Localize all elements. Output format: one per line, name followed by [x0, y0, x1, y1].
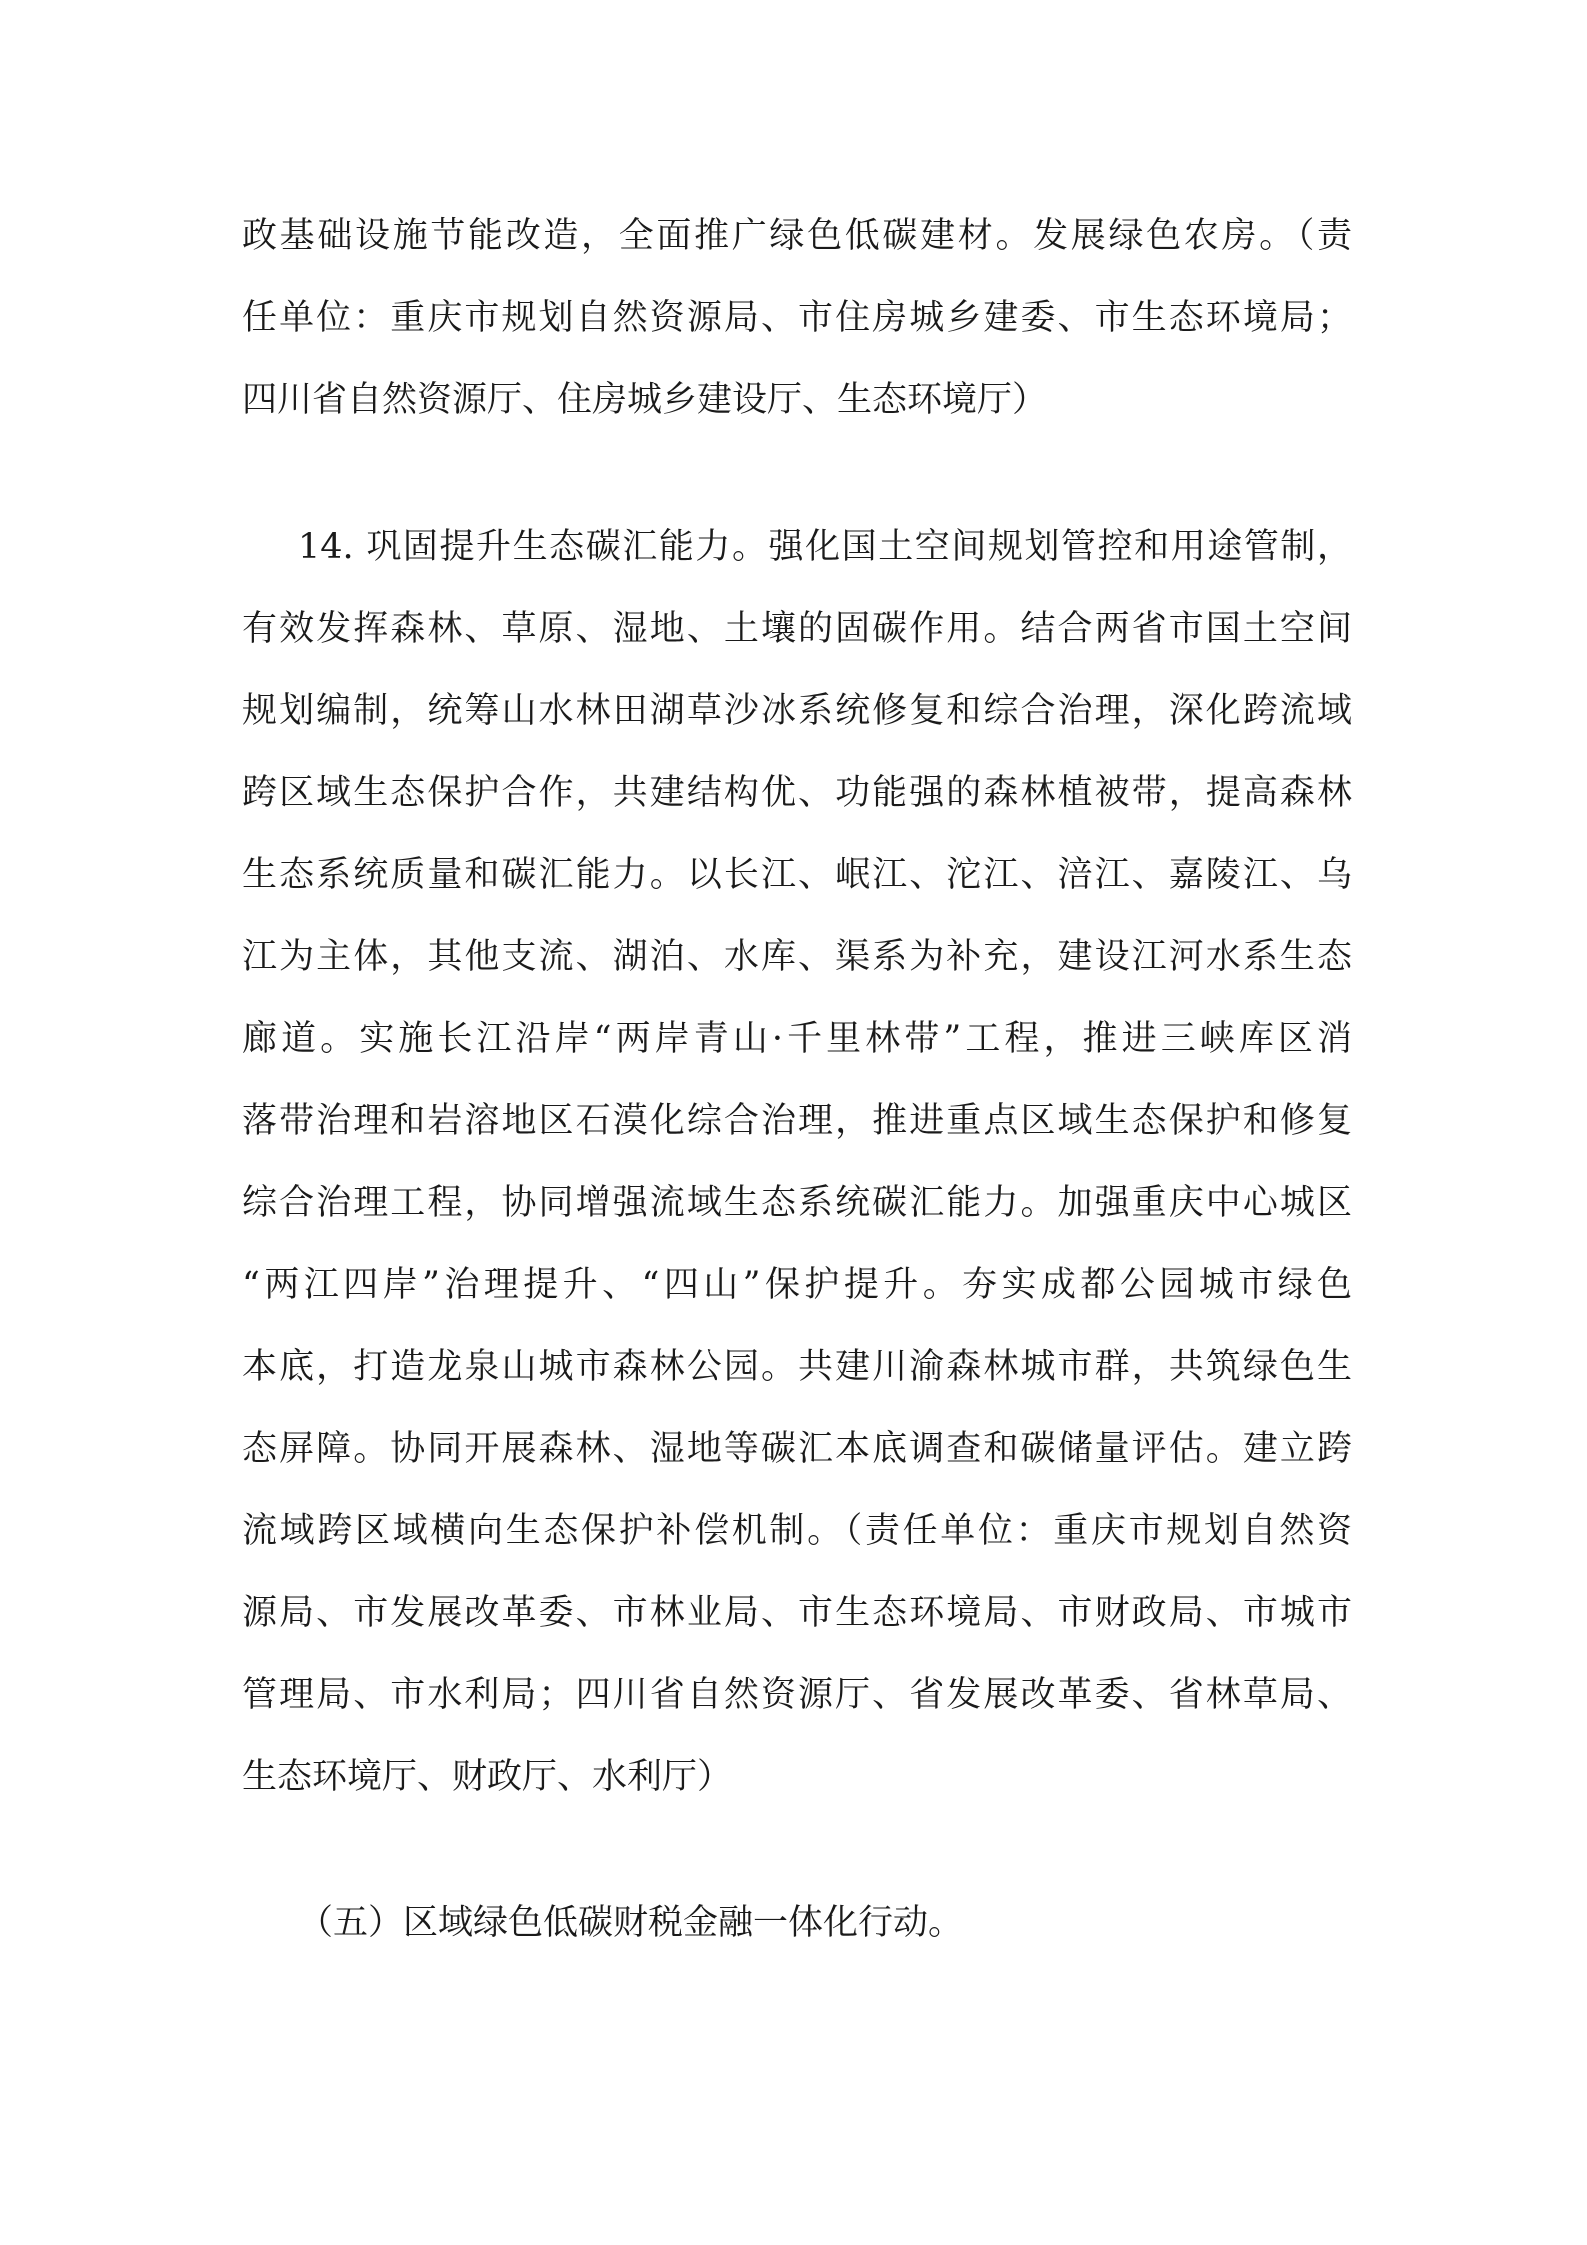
paragraph-line: 规划编制，统筹山水林田湖草沙冰系统修复和综合治理，深化跨流域	[242, 691, 1352, 731]
paragraph-line: 管理局、市水利局；四川省自然资源厅、省发展改革委、省林草局、	[242, 1675, 1352, 1715]
paragraph-line: 任单位：重庆市规划自然资源局、市住房城乡建委、市生态环境局；	[242, 298, 1352, 338]
paragraph-line: 有效发挥森林、草原、湿地、土壤的固碳作用。结合两省市国土空间	[242, 609, 1352, 649]
paragraph-line: 落带治理和岩溶地区石漠化综合治理，推进重点区域生态保护和修复	[242, 1101, 1352, 1141]
paragraph-line: 跨区域生态保护合作，共建结构优、功能强的森林植被带，提高森林	[242, 773, 1352, 813]
paragraph-line: 本底，打造龙泉山城市森林公园。共建川渝森林城市群，共筑绿色生	[242, 1347, 1352, 1387]
paragraph-line: 政基础设施节能改造，全面推广绿色低碳建材。发展绿色农房。（责	[242, 216, 1352, 256]
paragraph-line: 生态系统质量和碳汇能力。以长江、岷江、沱江、涪江、嘉陵江、乌	[242, 855, 1352, 895]
section-heading: （五）区域绿色低碳财税金融一体化行动。	[298, 1903, 964, 1943]
paragraph-line: 态屏障。协同开展森林、湿地等碳汇本底调查和碳储量评估。建立跨	[242, 1429, 1352, 1469]
paragraph-line: 生态环境厅、财政厅、水利厅）	[242, 1757, 733, 1797]
paragraph-line: 四川省自然资源厅、住房城乡建设厅、生态环境厅）	[242, 380, 1048, 420]
paragraph-line: 源局、市发展改革委、市林业局、市生态环境局、市财政局、市城市	[242, 1593, 1352, 1633]
paragraph-line: 综合治理工程，协同增强流域生态系统碳汇能力。加强重庆中心城区	[242, 1183, 1352, 1223]
paragraph-line: 江为主体，其他支流、湖泊、水库、渠系为补充，建设江河水系生态	[242, 937, 1352, 977]
paragraph-line: 14. 巩固提升生态碳汇能力。强化国土空间规划管控和用途管制，	[298, 527, 1352, 567]
paragraph-line: “两江四岸”治理提升、“四山”保护提升。夯实成都公园城市绿色	[242, 1265, 1352, 1305]
paragraph-line: 廊道。实施长江沿岸“两岸青山·千里林带”工程，推进三峡库区消	[242, 1019, 1352, 1059]
paragraph-line: 流域跨区域横向生态保护补偿机制。（责任单位：重庆市规划自然资	[242, 1511, 1352, 1551]
